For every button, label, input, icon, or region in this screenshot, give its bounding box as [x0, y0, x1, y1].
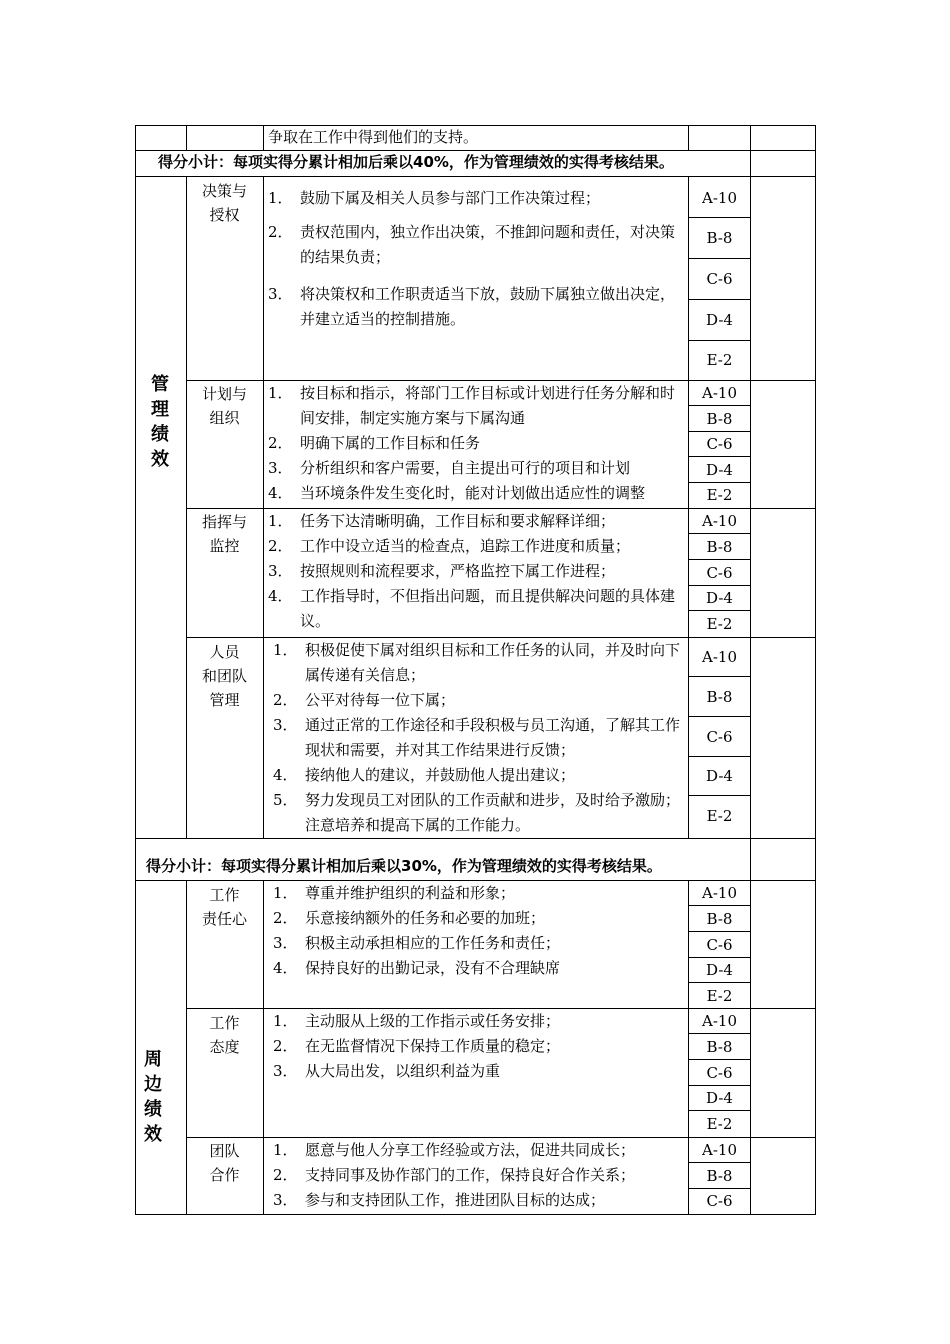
grade-option: D-4	[706, 311, 733, 329]
grade-option: C-6	[706, 936, 733, 954]
grid-line-horizontal	[688, 533, 751, 534]
item-text: 乐意接纳额外的任务和必要的加班；	[305, 909, 546, 927]
item-text: 努力发现员工对团队的工作贡献和进步，及时给予激励；注意培养和提高下属的工作能力。	[305, 791, 681, 834]
grade-option: B-8	[706, 1038, 733, 1056]
criterion-item	[268, 381, 682, 431]
grid-line-horizontal	[688, 340, 751, 341]
grid-line-vertical	[186, 125, 187, 151]
grid-line-horizontal	[135, 838, 816, 839]
grid-line-horizontal	[186, 1137, 816, 1138]
grid-line-horizontal	[688, 610, 751, 611]
grid-line-horizontal	[688, 957, 751, 958]
item-number: 2．	[268, 434, 293, 452]
grade-option: A-10	[702, 512, 737, 530]
grid-line-horizontal	[688, 299, 751, 300]
section-title-char: 效	[151, 449, 169, 470]
item-text: 当环境条件发生变化时，能对计划做出适应性的调整	[300, 484, 646, 502]
item-text: 明确下属的工作目标和任务	[300, 434, 481, 452]
section-title-char: 理	[151, 399, 169, 420]
section-title-char: 管	[151, 374, 169, 395]
grade-option: E-2	[706, 987, 733, 1005]
item-number: 4．	[268, 587, 293, 605]
grid-line-horizontal	[688, 559, 751, 560]
grid-line-horizontal	[688, 1188, 751, 1189]
item-text: 从大局出发，以组织利益为重	[305, 1062, 501, 1080]
item-text: 鼓励下属及相关人员参与部门工作决策过程；	[300, 189, 601, 207]
grid-line-horizontal	[688, 585, 751, 586]
item-number: 1．	[268, 189, 293, 207]
item-number: 1．	[273, 884, 298, 902]
item-text: 通过正常的工作途径和手段积极与员工沟通，了解其工作现状和需要，并对其工作结果进行反馈；	[305, 716, 681, 759]
section-title-char: 周	[144, 1049, 162, 1070]
grade-option: C-6	[706, 564, 733, 582]
criterion-item	[268, 186, 682, 211]
criterion-item	[268, 431, 682, 456]
grid-line-vertical	[186, 880, 187, 1215]
criterion-item	[273, 1059, 683, 1084]
grid-line-horizontal	[135, 125, 816, 126]
grade-option: A-10	[702, 1141, 737, 1159]
grid-line-vertical	[263, 176, 264, 839]
criterion-people-team-management: 人员 和团队 管理	[201, 643, 247, 709]
grade-option: A-10	[702, 1012, 737, 1030]
grade-option: C-6	[706, 1192, 733, 1210]
item-text: 愿意与他人分享工作经验或方法，促进共同成长；	[305, 1141, 636, 1159]
grade-option: A-10	[702, 189, 737, 207]
criterion-item	[273, 1034, 683, 1059]
item-number: 3．	[268, 459, 293, 477]
criterion-item	[273, 1188, 683, 1213]
criterion-item	[273, 713, 683, 763]
item-text: 尊重并维护组织的利益和形象；	[305, 884, 516, 902]
grid-line-vertical	[688, 176, 689, 839]
criterion-planning-organizing: 计划与 组织	[201, 385, 247, 427]
subtotal-management-1: 得分小计：每项实得分累计相加后乘以40%，作为管理绩效的实得考核结果。	[158, 153, 674, 171]
carry-over-text: 争取在工作中得到他们的支持。	[268, 128, 479, 146]
item-number: 2．	[268, 223, 293, 241]
criterion-item	[273, 931, 683, 956]
grid-line-horizontal	[688, 905, 751, 906]
grade-option: D-4	[706, 1089, 733, 1107]
item-text: 工作中设立适当的检查点，追踪工作进度和质量；	[300, 537, 631, 555]
criterion-teamwork: 团队 合作	[209, 1142, 240, 1184]
grade-option: C-6	[706, 270, 733, 288]
item-number: 2．	[268, 537, 293, 555]
grid-line-horizontal	[688, 676, 751, 677]
grade-option: D-4	[706, 961, 733, 979]
item-number: 3．	[273, 934, 298, 952]
grade-option: E-2	[706, 486, 733, 504]
grid-line-vertical	[750, 125, 751, 177]
grid-line-horizontal	[688, 456, 751, 457]
criterion-item	[273, 688, 683, 713]
grid-line-horizontal	[688, 258, 751, 259]
criterion-item	[268, 220, 682, 270]
section-title-management	[140, 372, 180, 472]
item-number: 2．	[273, 909, 298, 927]
item-text: 按照规则和流程要求，严格监控下属工作进程；	[300, 562, 616, 580]
grid-line-horizontal	[688, 217, 751, 218]
grade-option: B-8	[706, 538, 733, 556]
grid-line-vertical	[750, 176, 751, 881]
grade-option: E-2	[706, 351, 733, 369]
criterion-item	[273, 1138, 683, 1163]
item-number: 4．	[268, 484, 293, 502]
grid-line-horizontal	[135, 880, 816, 881]
grade-option: B-8	[706, 410, 733, 428]
item-text: 责权范围内，独立作出决策，不推卸问题和责任，对决策的结果负责；	[300, 223, 676, 266]
criterion-item	[273, 881, 683, 906]
item-text: 在无监督情况下保持工作质量的稳定；	[305, 1037, 561, 1055]
grade-option: B-8	[706, 688, 733, 706]
criterion-item	[273, 788, 683, 838]
item-text: 支持同事及协作部门的工作，保持良好合作关系；	[305, 1166, 636, 1184]
item-text: 工作指导时，不但指出问题，而且提供解决问题的具体建议。	[300, 587, 676, 630]
item-number: 2．	[273, 1037, 298, 1055]
item-number: 3．	[268, 562, 293, 580]
grade-option: D-4	[706, 461, 733, 479]
section-title-char: 绩	[144, 1099, 162, 1120]
item-text: 积极促使下属对组织目标和工作任务的认同，并及时向下属传递有关信息；	[305, 641, 681, 684]
item-text: 接纳他人的建议，并鼓励他人提出建议；	[305, 766, 576, 784]
grid-line-vertical	[135, 125, 136, 1215]
subtotal-management-2: 得分小计：每项实得分累计相加后乘以30%，作为管理绩效的实得考核结果。	[146, 857, 662, 875]
item-text: 按目标和指示，将部门工作目标或计划进行任务分解和时间安排，制定实施方案与下属沟通	[300, 384, 676, 427]
section-title-char: 边	[144, 1074, 162, 1095]
criterion-item	[268, 282, 682, 332]
criterion-item	[268, 456, 682, 481]
criterion-item	[273, 906, 683, 931]
grid-line-vertical	[750, 838, 751, 881]
grade-option: E-2	[706, 615, 733, 633]
grid-line-horizontal	[135, 1214, 816, 1215]
item-text: 任务下达清晰明确，工作目标和要求解释详细；	[300, 512, 616, 530]
item-number: 1．	[273, 641, 298, 659]
grid-line-vertical	[263, 880, 264, 1215]
grid-line-horizontal	[135, 150, 816, 151]
grid-line-horizontal	[688, 756, 751, 757]
item-number: 1．	[268, 512, 293, 530]
item-text: 积极主动承担相应的工作任务和责任；	[305, 934, 561, 952]
criterion-item	[273, 1163, 683, 1188]
criterion-item	[268, 584, 682, 634]
grid-line-vertical	[815, 125, 816, 1215]
item-number: 2．	[273, 1166, 298, 1184]
item-text: 公平对待每一位下属；	[305, 691, 456, 709]
grid-line-horizontal	[688, 1033, 751, 1034]
item-number: 3．	[273, 1062, 298, 1080]
grid-line-horizontal	[688, 931, 751, 932]
grid-line-vertical	[750, 880, 751, 1215]
criterion-item	[273, 638, 683, 688]
grid-line-horizontal	[688, 1085, 751, 1086]
grade-option: C-6	[706, 435, 733, 453]
criterion-work-responsibility: 工作 责任心	[201, 886, 247, 928]
grid-line-horizontal	[688, 982, 751, 983]
item-number: 4．	[273, 766, 298, 784]
grid-line-horizontal	[186, 380, 816, 381]
item-text: 主动服从上级的工作指示或任务安排；	[305, 1012, 561, 1030]
grade-option: C-6	[706, 1064, 733, 1082]
grid-line-horizontal	[186, 1008, 816, 1009]
item-number: 5．	[273, 791, 298, 809]
grid-line-vertical	[688, 880, 689, 1215]
item-number: 4．	[273, 959, 298, 977]
section-title-peripheral-text	[133, 1047, 173, 1147]
grid-line-horizontal	[688, 1110, 751, 1111]
item-text: 保持良好的出勤记录，没有不合理缺席	[305, 959, 561, 977]
grade-option: B-8	[706, 1167, 733, 1185]
item-number: 3．	[268, 285, 293, 303]
criterion-command-monitoring: 指挥与 监控	[201, 513, 247, 555]
section-title-management-text	[140, 372, 180, 472]
criterion-item	[268, 559, 682, 584]
item-text: 分析组织和客户需要，自主提出可行的项目和计划	[300, 459, 631, 477]
grade-option: A-10	[702, 384, 737, 402]
item-text: 将决策权和工作职责适当下放，鼓励下属独立做出决定，并建立适当的控制措施。	[300, 285, 676, 328]
grid-line-vertical	[688, 125, 689, 151]
grid-line-horizontal	[688, 482, 751, 483]
item-number: 3．	[273, 1191, 298, 1209]
grade-option: C-6	[706, 728, 733, 746]
grid-line-vertical	[263, 125, 264, 151]
grid-line-horizontal	[688, 1162, 751, 1163]
grade-option: B-8	[706, 229, 733, 247]
criterion-item	[273, 1009, 683, 1034]
item-number: 1．	[273, 1012, 298, 1030]
criterion-item	[273, 956, 683, 981]
criterion-item	[268, 509, 682, 534]
grid-line-horizontal	[688, 795, 751, 796]
grid-line-horizontal	[688, 1059, 751, 1060]
criterion-item	[268, 534, 682, 559]
section-title-char: 效	[144, 1124, 162, 1145]
grade-option: D-4	[706, 589, 733, 607]
grade-option: A-10	[702, 884, 737, 902]
criterion-decision-authorization: 决策与 授权	[201, 182, 247, 224]
grid-line-horizontal	[186, 637, 816, 638]
grid-line-horizontal	[688, 431, 751, 432]
grade-option: A-10	[702, 648, 737, 666]
grade-option: E-2	[706, 1115, 733, 1133]
section-title-peripheral	[133, 1047, 173, 1147]
grid-line-horizontal	[186, 508, 816, 509]
item-text: 参与和支持团队工作，推进团队目标的达成；	[305, 1191, 606, 1209]
item-number: 1．	[268, 384, 293, 402]
criterion-item	[268, 481, 682, 506]
item-number: 3．	[273, 716, 298, 734]
grid-line-horizontal	[135, 176, 816, 177]
criterion-work-attitude: 工作 态度	[209, 1014, 240, 1056]
grid-line-horizontal	[688, 716, 751, 717]
grade-option: B-8	[706, 910, 733, 928]
item-number: 1．	[273, 1141, 298, 1159]
grid-line-vertical	[186, 176, 187, 839]
grade-option: E-2	[706, 807, 733, 825]
section-title-char: 绩	[151, 424, 169, 445]
grade-option: D-4	[706, 767, 733, 785]
item-number: 2．	[273, 691, 298, 709]
grid-line-horizontal	[688, 405, 751, 406]
criterion-item	[273, 763, 683, 788]
